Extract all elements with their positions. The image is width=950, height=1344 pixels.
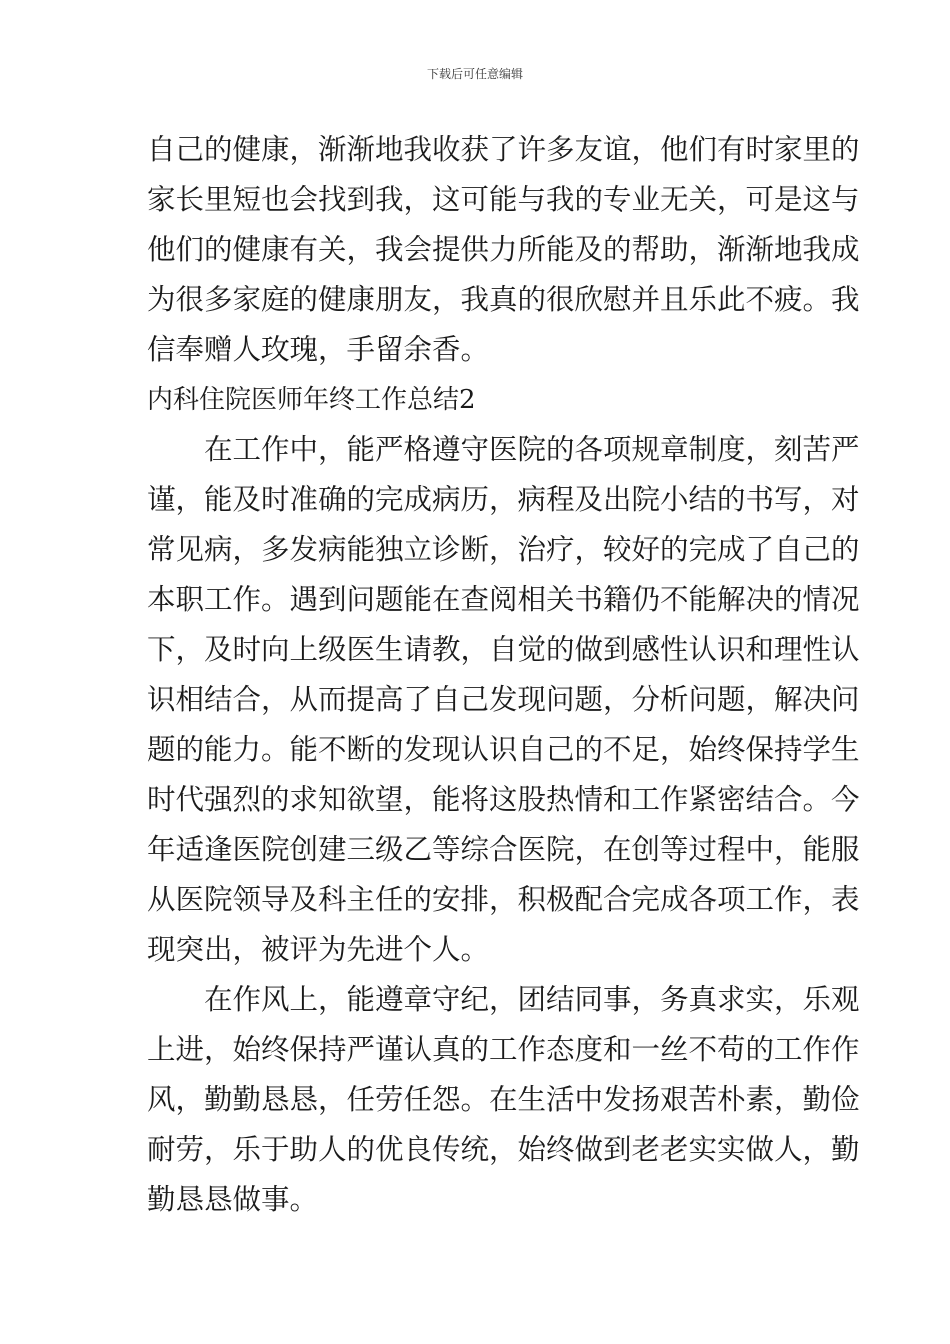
text-line: 家长里短也会找到我，这可能与我的专业无关，可是这与 (147, 183, 860, 216)
text-line: 在作风上，能遵章守纪，团结同事，务真求实，乐观 (147, 983, 860, 1016)
text-line: 下，及时向上级医生请教，自觉的做到感性认识和理性认 (147, 633, 860, 666)
text-line: 为很多家庭的健康朋友，我真的很欣慰并且乐此不疲。我 (147, 283, 860, 316)
text-line: 谨，能及时准确的完成病历，病程及出院小结的书写，对 (147, 483, 860, 516)
text-line: 在工作中，能严格遵守医院的各项规章制度，刻苦严 (147, 433, 860, 466)
text-line: 勤恳恳做事。 (147, 1183, 319, 1216)
text-line: 本职工作。遇到问题能在查阅相关书籍仍不能解决的情况 (147, 583, 860, 616)
text-line: 从医院领导及科主任的安排，积极配合完成各项工作，表 (147, 883, 860, 916)
text-line: 识相结合，从而提高了自己发现问题，分析问题，解决问 (147, 683, 860, 716)
text-line: 风，勤勤恳恳，任劳任怨。在生活中发扬艰苦朴素，勤俭 (147, 1083, 860, 1116)
section-heading: 内科住院医师年终工作总结2 (147, 385, 476, 415)
text-line: 上进，始终保持严谨认真的工作态度和一丝不苟的工作作 (147, 1033, 860, 1066)
text-line: 耐劳，乐于助人的优良传统，始终做到老老实实做人，勤 (147, 1133, 860, 1166)
text-line: 常见病，多发病能独立诊断，治疗，较好的完成了自己的 (147, 533, 860, 566)
text-line: 信奉赠人玫瑰，手留余香。 (147, 333, 490, 366)
text-line: 题的能力。能不断的发现认识自己的不足，始终保持学生 (147, 733, 860, 766)
text-line: 时代强烈的求知欲望，能将这股热情和工作紧密结合。今 (147, 783, 860, 816)
page-header-note: 下载后可任意编辑 (426, 67, 523, 81)
text-line: 年适逢医院创建三级乙等综合医院，在创等过程中，能服 (147, 833, 860, 866)
text-line: 他们的健康有关，我会提供力所能及的帮助，渐渐地我成 (147, 233, 860, 266)
text-line: 现突出，被评为先进个人。 (147, 933, 490, 966)
text-line: 自己的健康，渐渐地我收获了许多友谊，他们有时家里的 (147, 133, 860, 166)
